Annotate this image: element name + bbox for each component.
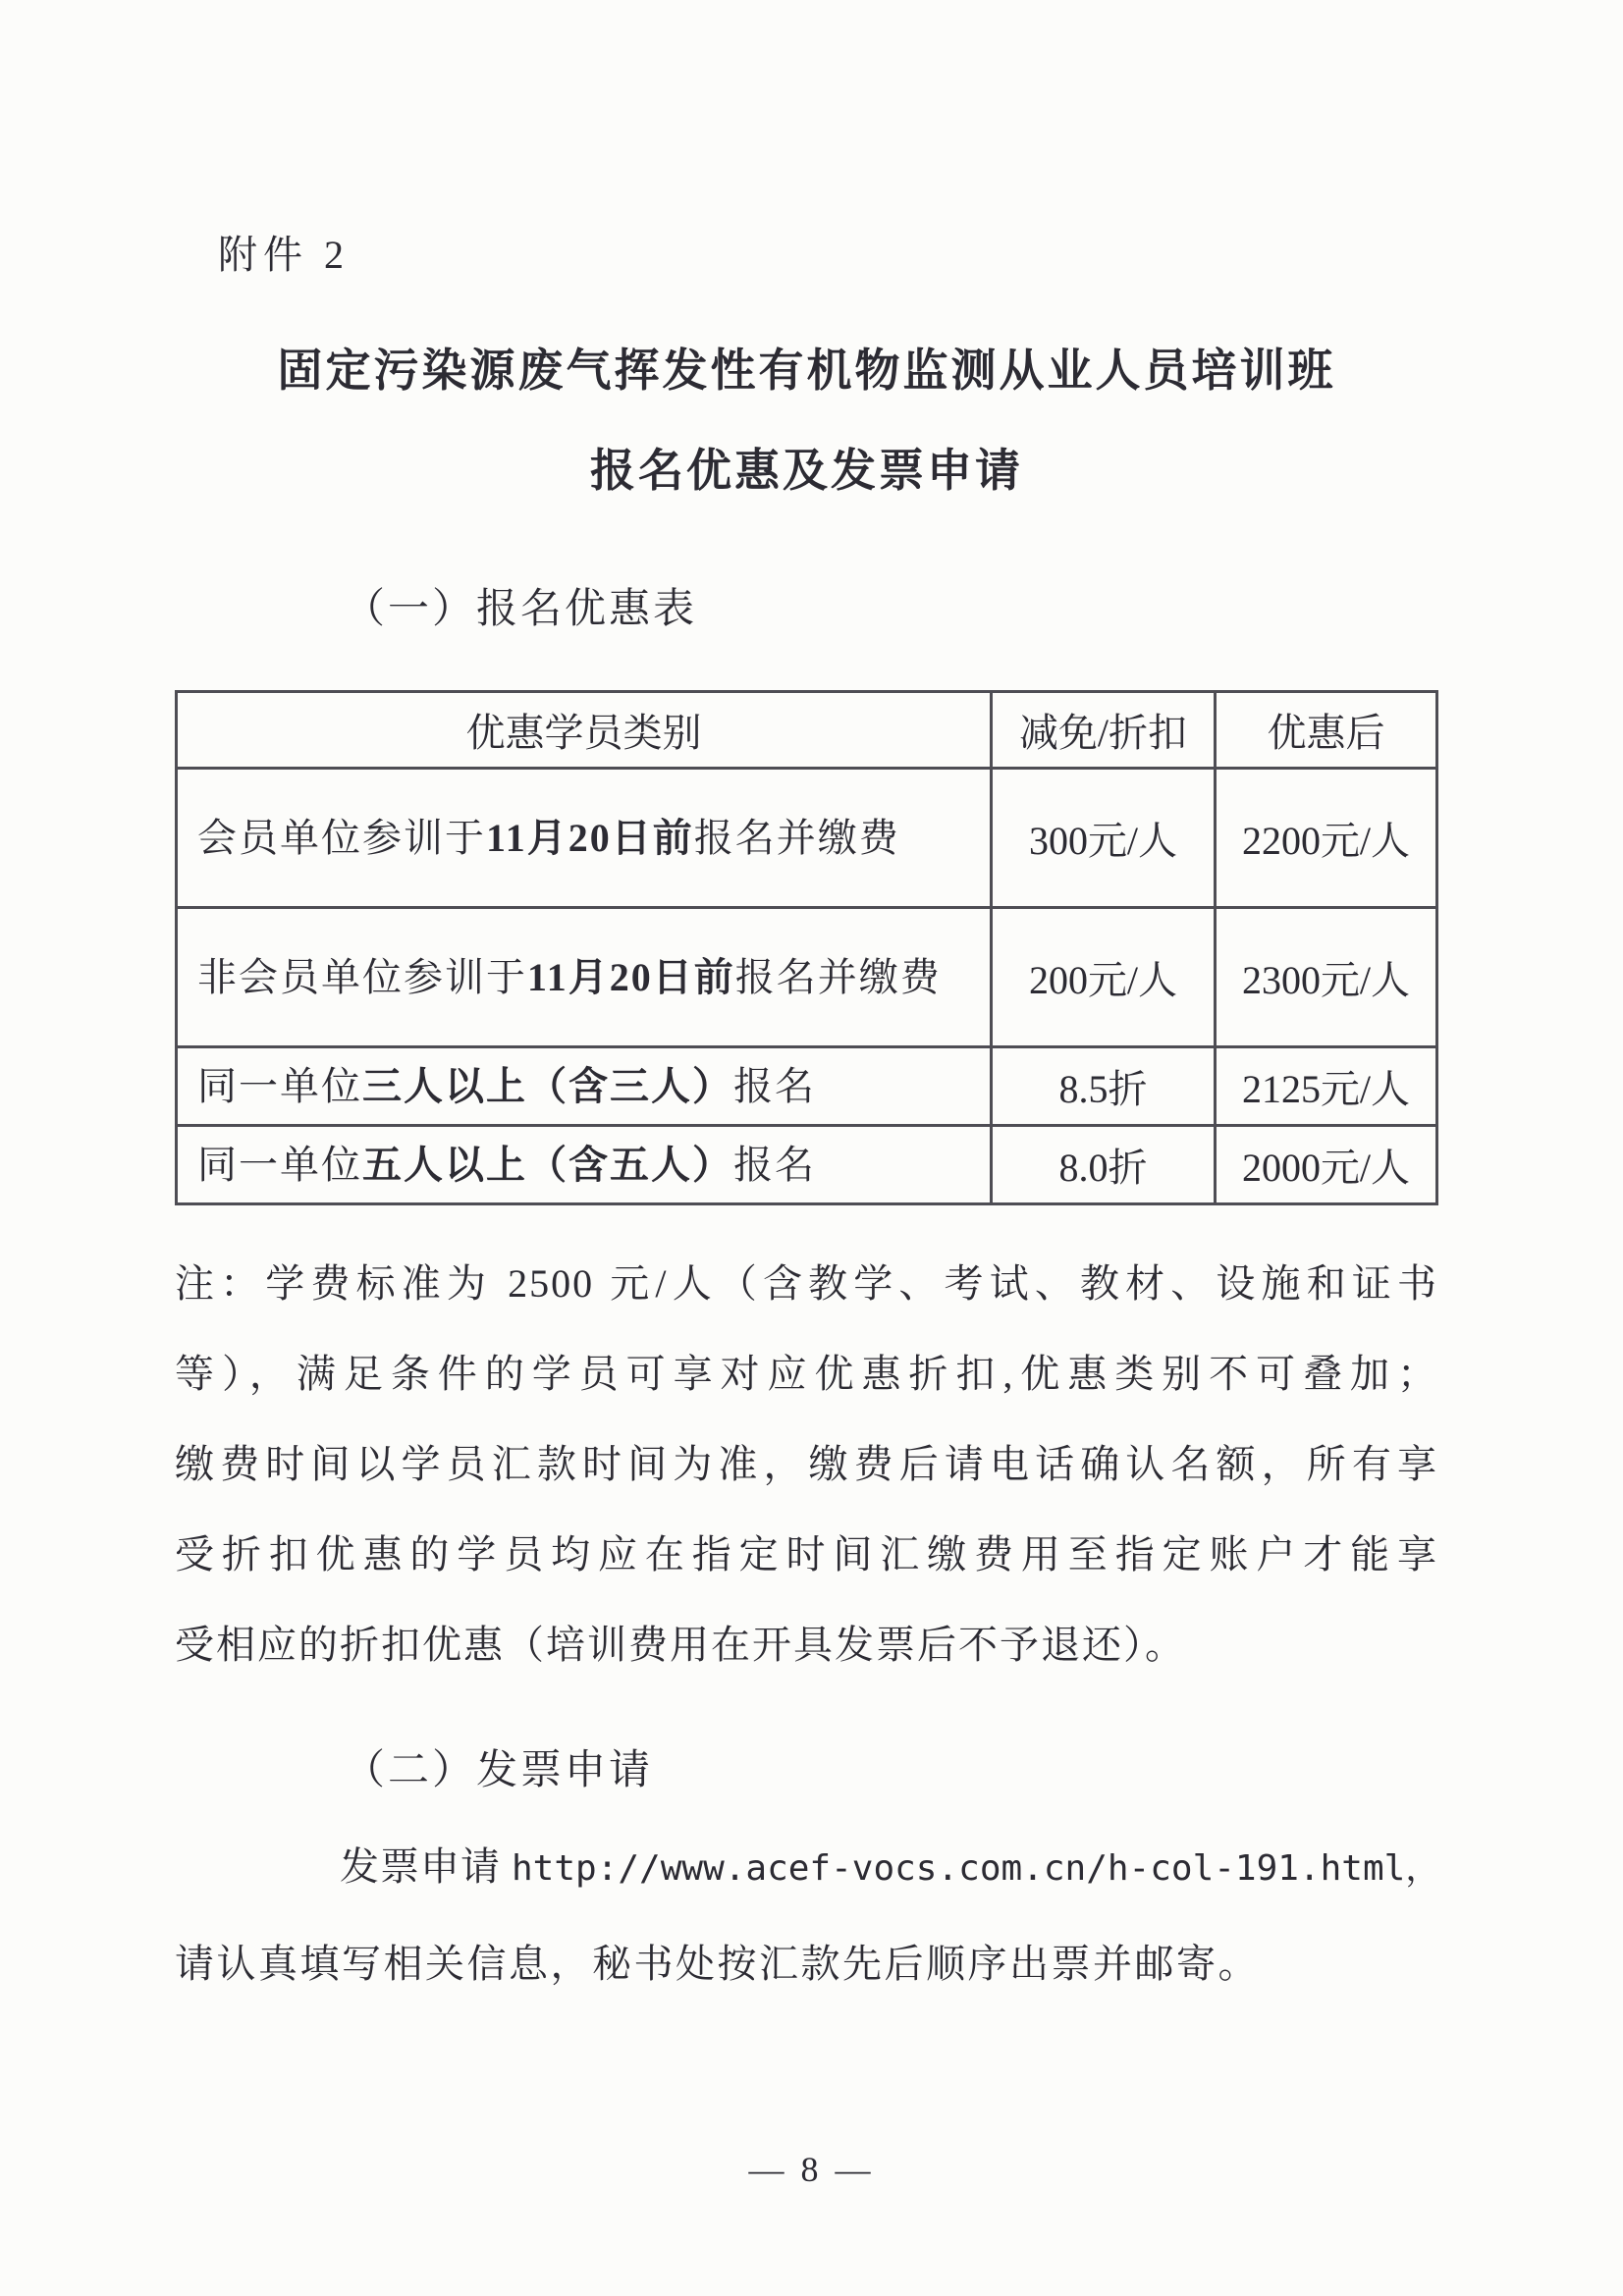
discount-cell: 300元/人 bbox=[992, 769, 1216, 908]
table-row bbox=[177, 1047, 1437, 1126]
page-number: — 8 — bbox=[748, 2150, 875, 2189]
table-row bbox=[177, 1126, 1437, 1204]
section-heading-invoice: （二）发票申请 bbox=[344, 1748, 654, 1793]
invoice-request-line bbox=[175, 1836, 1441, 1892]
discount-cell: 8.0折 bbox=[992, 1126, 1216, 1204]
category-text-bold: 三人以上（含三人） bbox=[362, 1063, 733, 1108]
category-text: 报名 bbox=[733, 1142, 816, 1187]
document-title-line2: 报名优惠及发票申请 bbox=[590, 446, 1023, 496]
discount-cell: 200元/人 bbox=[992, 908, 1216, 1047]
category-text: 报名并缴费 bbox=[693, 815, 900, 860]
category-text-bold: 11月20日前 bbox=[486, 815, 694, 860]
note-line: 等），满足条件的学员可享对应优惠折扣,优惠类别不可叠加； bbox=[175, 1352, 1438, 1396]
invoice-request-prefix: 发票申请 bbox=[340, 1844, 501, 1889]
table-row bbox=[177, 769, 1437, 908]
after-cell: 2125元/人 bbox=[1216, 1047, 1437, 1126]
document-title-line1: 固定污染源废气挥发性有机物监测从业人员培训班 bbox=[277, 346, 1336, 396]
note-line: 注：学费标准为 2500 元/人（含教学、考试、教材、设施和证书 bbox=[175, 1261, 1438, 1306]
column-header-after: 优惠后 bbox=[1216, 692, 1437, 769]
note-line: 缴费时间以学员汇款时间为准，缴费后请电话确认名额，所有享 bbox=[175, 1442, 1438, 1486]
table-header-row bbox=[177, 692, 1437, 769]
note-line: 受相应的折扣优惠（培训费用在开具发票后不予退还）。 bbox=[175, 1623, 1186, 1667]
discount-table-body bbox=[177, 769, 1437, 1204]
category-text-bold: 五人以上（含五人） bbox=[362, 1142, 733, 1187]
table-row bbox=[177, 908, 1437, 1047]
category-cell bbox=[177, 1047, 992, 1126]
column-header-category: 优惠学员类别 bbox=[177, 692, 992, 769]
after-cell: 2000元/人 bbox=[1216, 1126, 1437, 1204]
section-heading-discount-table: （一）报名优惠表 bbox=[344, 587, 698, 632]
category-text: 报名 bbox=[733, 1063, 816, 1108]
discount-cell: 8.5折 bbox=[992, 1047, 1216, 1126]
note-line: 受折扣优惠的学员均应在指定时间汇缴费用至指定账户才能享 bbox=[175, 1532, 1438, 1576]
fee-note bbox=[175, 1239, 1438, 1690]
after-cell: 2300元/人 bbox=[1216, 908, 1437, 1047]
invoice-closing-line: 请认真填写相关信息，秘书处按汇款先后顺序出票并邮寄。 bbox=[175, 1942, 1260, 1986]
category-cell bbox=[177, 1126, 992, 1204]
column-header-discount: 减免/折扣 bbox=[992, 692, 1216, 769]
after-cell: 2200元/人 bbox=[1216, 769, 1437, 908]
invoice-request-url: http://www.acef-vocs.com.cn/h-col-191.html， bbox=[512, 1848, 1441, 1889]
category-text: 同一单位 bbox=[197, 1142, 362, 1187]
attachment-label: 附件 2 bbox=[218, 233, 350, 277]
category-text: 报名并缴费 bbox=[734, 954, 942, 999]
category-text: 非会员单位参训于 bbox=[197, 954, 527, 999]
category-text-bold: 11月20日前 bbox=[527, 954, 735, 999]
category-text: 会员单位参训于 bbox=[197, 815, 486, 860]
discount-table bbox=[175, 690, 1438, 1205]
category-text: 同一单位 bbox=[197, 1063, 362, 1108]
category-cell bbox=[177, 769, 992, 908]
category-cell bbox=[177, 908, 992, 1047]
